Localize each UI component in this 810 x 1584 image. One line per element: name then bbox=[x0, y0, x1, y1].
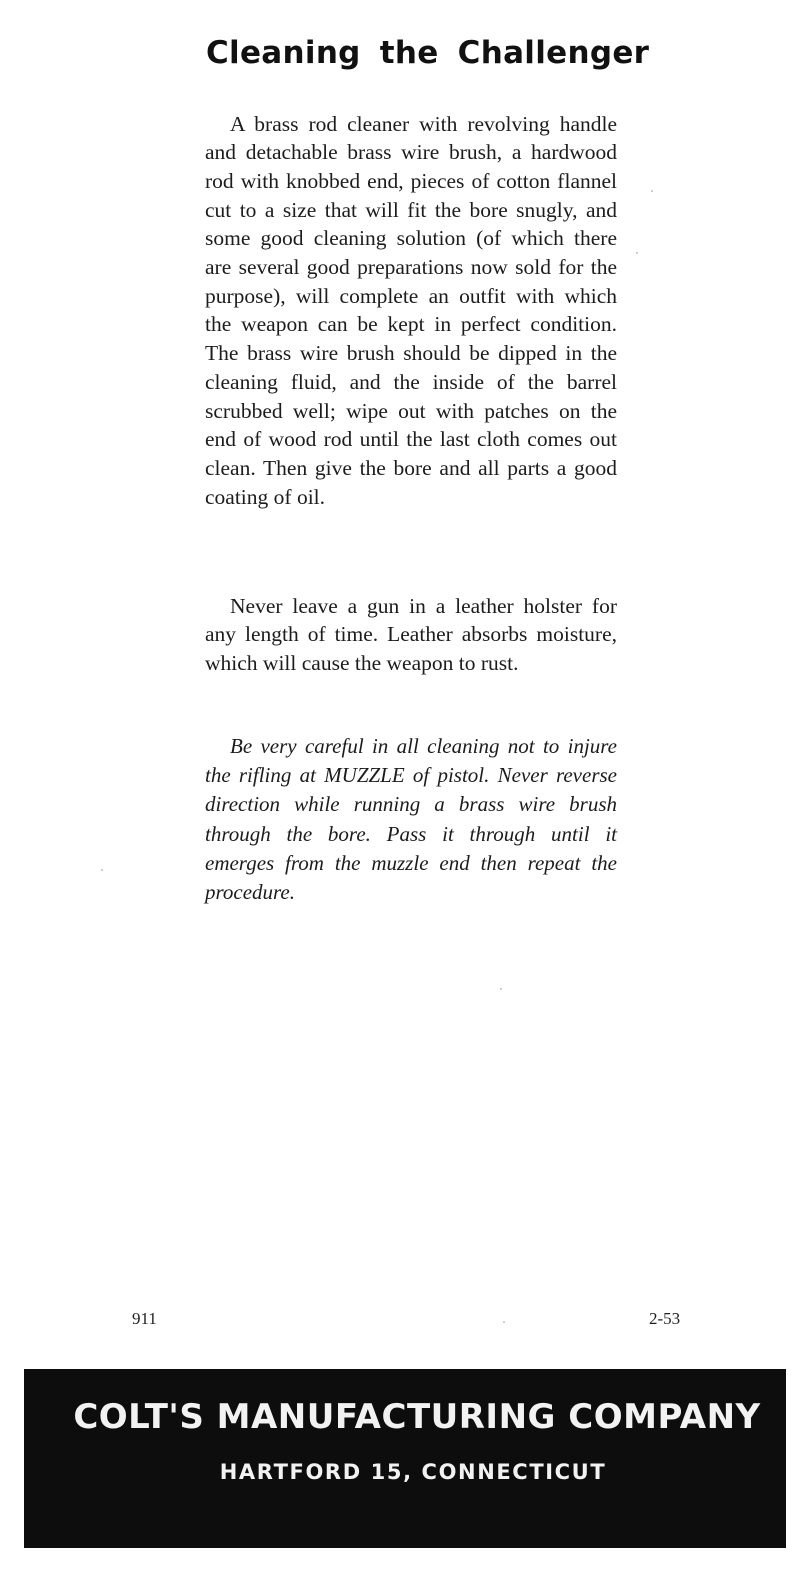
scan-speck bbox=[503, 1321, 505, 1323]
cleaning-instructions-paragraph: A brass rod cleaner with revolving handle and detachable brass wire brush, a hardwood rod with knobbed end, pieces of cotton flannel cut to a size that will fit the bore snugly, and some good cleaning solution (of which there are several good preparations now sold for the purpose), will complete an outfit with which the weapon can be kept in perfect condition. The brass wire brush should be dipped in the cleaning fluid, and the inside of the barrel scrubbed well; wipe out with patches on the end of wood rod until the last cloth comes out clean. Then give the bore and all parts a good coating of oil. bbox=[205, 111, 617, 509]
page-title: Cleaning the Challenger bbox=[206, 34, 650, 71]
company-name: COLT'S MANUFACTURING COMPANY bbox=[73, 1397, 761, 1437]
print-date-code: 2-53 bbox=[649, 1309, 681, 1328]
leather-holster-warning-paragraph: Never leave a gun in a leather holster for any length of time. Leather absorbs moisture, which will cause the weapon to rust. bbox=[205, 593, 617, 675]
company-banner bbox=[24, 1369, 786, 1548]
scan-speck bbox=[101, 869, 103, 871]
rifling-caution-paragraph: Be very careful in all cleaning not to injure the rifling at MUZZLE of pistol. Never reverse direction while running a brass wire brush through the bore. Pass it through until it emerges from the muzzle end then repeat the procedure. bbox=[205, 734, 617, 905]
form-number: 911 bbox=[132, 1309, 157, 1328]
scan-speck bbox=[500, 988, 502, 990]
scan-speck bbox=[651, 190, 653, 192]
scan-speck bbox=[636, 252, 638, 254]
company-address: HARTFORD 15, CONNECTICUT bbox=[219, 1460, 607, 1484]
